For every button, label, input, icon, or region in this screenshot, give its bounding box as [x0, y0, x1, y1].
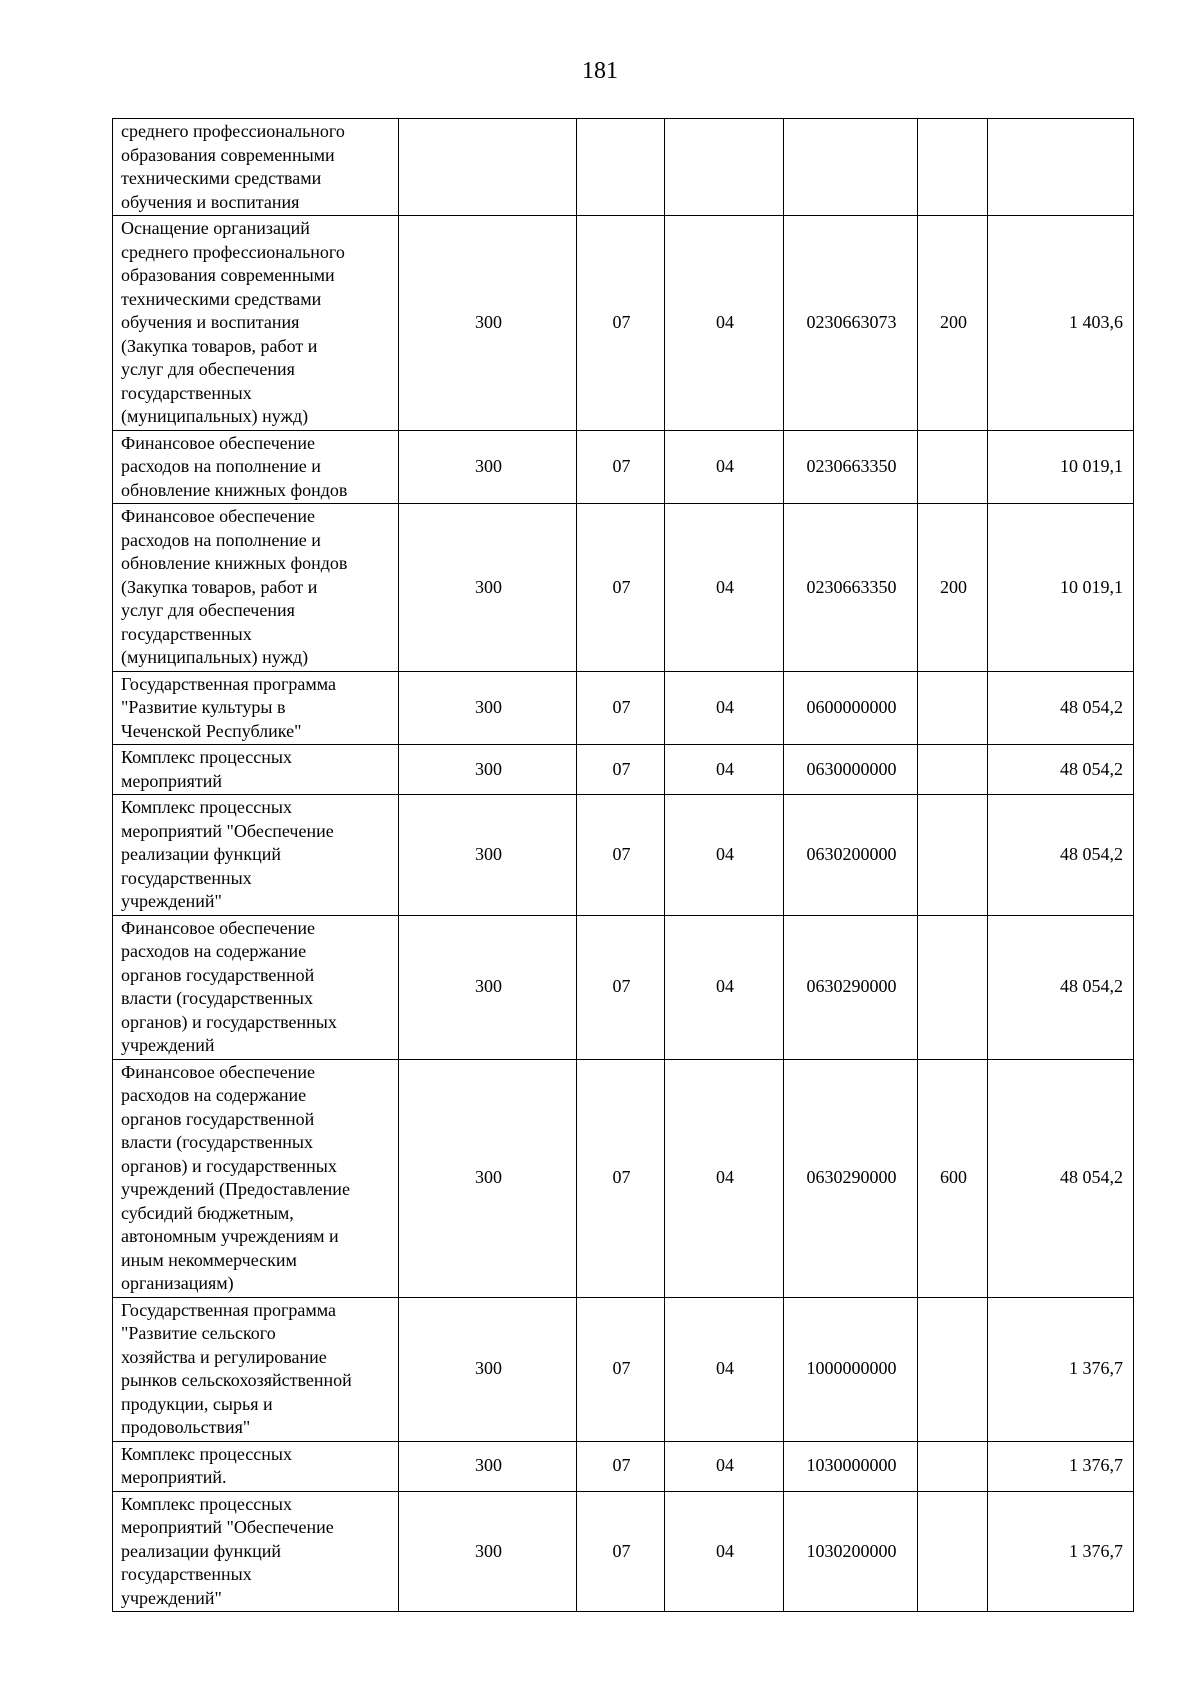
cell-amount: 10 019,1 — [988, 504, 1134, 672]
cell-subsection: 04 — [665, 216, 784, 431]
table-row — [113, 671, 1134, 745]
cell-target-item: 1030000000 — [784, 1441, 918, 1491]
table-row — [113, 795, 1134, 916]
cell-ved: 300 — [399, 1059, 577, 1297]
cell-subsection — [665, 119, 784, 216]
cell-amount: 48 054,2 — [988, 745, 1134, 795]
cell-target-item: 0630290000 — [784, 915, 918, 1059]
cell-name: Финансовое обеспечение расходов на содержание органов государственной власти (государственных органов) и государственных учреждений (Предоставление субсидий бюджетным, автономным учреждениям и иным некоммерческим организациям) — [113, 1059, 399, 1297]
cell-expense-type: 200 — [918, 504, 988, 672]
cell-subsection: 04 — [665, 1059, 784, 1297]
cell-subsection: 04 — [665, 1441, 784, 1491]
budget-table-body — [113, 119, 1134, 1612]
cell-ved: 300 — [399, 745, 577, 795]
cell-target-item: 0600000000 — [784, 671, 918, 745]
cell-ved — [399, 119, 577, 216]
cell-expense-type — [918, 915, 988, 1059]
cell-amount: 1 376,7 — [988, 1491, 1134, 1612]
cell-section: 07 — [577, 745, 665, 795]
cell-amount: 1 376,7 — [988, 1297, 1134, 1441]
cell-ved: 300 — [399, 1297, 577, 1441]
cell-name: Комплекс процессных мероприятий — [113, 745, 399, 795]
page-number: 181 — [582, 58, 618, 84]
cell-name: Комплекс процессных мероприятий "Обеспечение реализации функций государственных учреждений" — [113, 1491, 399, 1612]
cell-section: 07 — [577, 216, 665, 431]
cell-amount — [988, 119, 1134, 216]
cell-name: Государственная программа "Развитие сельского хозяйства и регулирование рынков сельскохозяйственной продукции, сырья и продовольствия" — [113, 1297, 399, 1441]
table-row — [113, 745, 1134, 795]
cell-target-item: 0230663350 — [784, 430, 918, 504]
cell-expense-type — [918, 671, 988, 745]
cell-target-item: 0230663350 — [784, 504, 918, 672]
cell-expense-type: 200 — [918, 216, 988, 431]
budget-table — [112, 118, 1134, 1612]
cell-subsection: 04 — [665, 915, 784, 1059]
table-row — [113, 915, 1134, 1059]
cell-ved: 300 — [399, 504, 577, 672]
cell-expense-type — [918, 1491, 988, 1612]
cell-section: 07 — [577, 430, 665, 504]
table-row — [113, 430, 1134, 504]
cell-ved: 300 — [399, 216, 577, 431]
cell-name: Финансовое обеспечение расходов на содержание органов государственной власти (государственных органов) и государственных учреждений — [113, 915, 399, 1059]
cell-target-item — [784, 119, 918, 216]
table-row — [113, 1297, 1134, 1441]
table-row — [113, 1059, 1134, 1297]
table-row — [113, 216, 1134, 431]
cell-amount: 48 054,2 — [988, 795, 1134, 916]
cell-section: 07 — [577, 1297, 665, 1441]
cell-target-item: 0230663073 — [784, 216, 918, 431]
cell-name: Комплекс процессных мероприятий. — [113, 1441, 399, 1491]
cell-target-item: 0630000000 — [784, 745, 918, 795]
cell-expense-type: 600 — [918, 1059, 988, 1297]
table-row — [113, 504, 1134, 672]
cell-ved: 300 — [399, 1491, 577, 1612]
cell-amount: 1 403,6 — [988, 216, 1134, 431]
cell-subsection: 04 — [665, 1297, 784, 1441]
cell-name: Финансовое обеспечение расходов на пополнение и обновление книжных фондов — [113, 430, 399, 504]
cell-ved: 300 — [399, 1441, 577, 1491]
cell-name: Оснащение организаций среднего профессионального образования современными техническими средствами обучения и воспитания (Закупка товаров, работ и услуг для обеспечения государственных (муниципальных) нужд) — [113, 216, 399, 431]
cell-section: 07 — [577, 915, 665, 1059]
cell-name: Государственная программа "Развитие культуры в Чеченской Республике" — [113, 671, 399, 745]
cell-subsection: 04 — [665, 745, 784, 795]
cell-section: 07 — [577, 1491, 665, 1612]
cell-target-item: 0630200000 — [784, 795, 918, 916]
cell-expense-type — [918, 795, 988, 916]
table-row — [113, 119, 1134, 216]
cell-name: среднего профессионального образования современными техническими средствами обучения и воспитания — [113, 119, 399, 216]
cell-target-item: 1000000000 — [784, 1297, 918, 1441]
cell-name: Комплекс процессных мероприятий "Обеспечение реализации функций государственных учреждений" — [113, 795, 399, 916]
cell-expense-type — [918, 745, 988, 795]
cell-section: 07 — [577, 795, 665, 916]
cell-section: 07 — [577, 671, 665, 745]
cell-amount: 1 376,7 — [988, 1441, 1134, 1491]
cell-subsection: 04 — [665, 795, 784, 916]
cell-ved: 300 — [399, 915, 577, 1059]
cell-subsection: 04 — [665, 671, 784, 745]
cell-subsection: 04 — [665, 430, 784, 504]
cell-ved: 300 — [399, 671, 577, 745]
cell-subsection: 04 — [665, 1491, 784, 1612]
cell-target-item: 0630290000 — [784, 1059, 918, 1297]
cell-section: 07 — [577, 1441, 665, 1491]
table-row — [113, 1441, 1134, 1491]
cell-ved: 300 — [399, 430, 577, 504]
cell-amount: 48 054,2 — [988, 671, 1134, 745]
cell-name: Финансовое обеспечение расходов на пополнение и обновление книжных фондов (Закупка товаров, работ и услуг для обеспечения государственных (муниципальных) нужд) — [113, 504, 399, 672]
cell-expense-type — [918, 1441, 988, 1491]
cell-section: 07 — [577, 504, 665, 672]
cell-expense-type — [918, 430, 988, 504]
cell-subsection: 04 — [665, 504, 784, 672]
table-row — [113, 1491, 1134, 1612]
cell-section — [577, 119, 665, 216]
cell-expense-type — [918, 119, 988, 216]
cell-amount: 48 054,2 — [988, 1059, 1134, 1297]
cell-expense-type — [918, 1297, 988, 1441]
cell-section: 07 — [577, 1059, 665, 1297]
cell-ved: 300 — [399, 795, 577, 916]
cell-amount: 48 054,2 — [988, 915, 1134, 1059]
cell-target-item: 1030200000 — [784, 1491, 918, 1612]
cell-amount: 10 019,1 — [988, 430, 1134, 504]
